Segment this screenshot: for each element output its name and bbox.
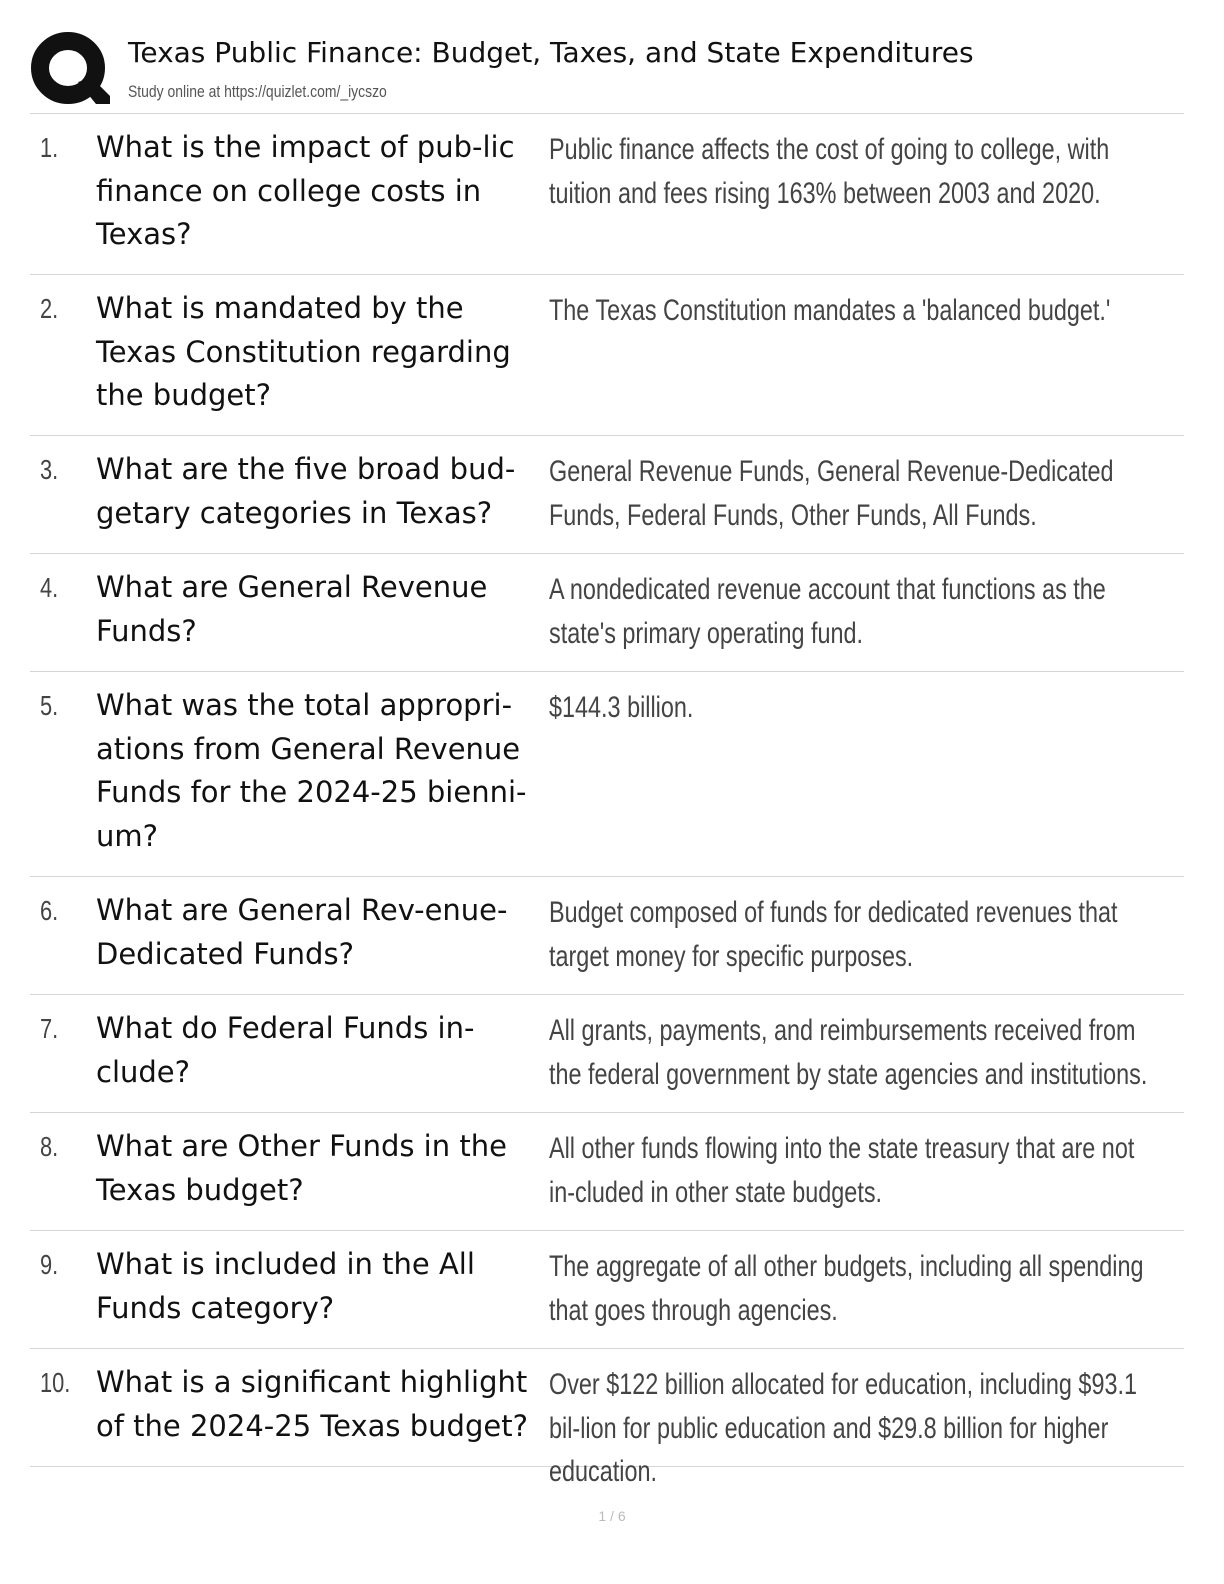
card-definition: General Revenue Funds, General Revenue-Dedicated Funds, Federal Funds, Other Funds, All Funds.: [549, 455, 1114, 532]
flashcard-row: [30, 672, 1184, 877]
card-definition: The Texas Constitution mandates a 'balanced budget.': [549, 294, 1111, 327]
flashcard-row: [30, 995, 1184, 1113]
card-number: 7.: [40, 1013, 59, 1044]
flashcard-row: [30, 1349, 1184, 1488]
card-definition: $144.3 billion.: [549, 691, 694, 724]
card-term: What are the five broad bud-getary categories in Texas?: [96, 452, 516, 530]
flashcard-row: [30, 1231, 1184, 1349]
card-definition: Budget composed of funds for dedicated revenues that target money for specific purposes.: [549, 896, 1118, 973]
card-term: What is the impact of pub-lic finance on college costs in Texas?: [96, 130, 515, 251]
card-term: What are General Revenue Funds?: [96, 570, 488, 648]
flashcard-row: [30, 1113, 1184, 1231]
card-number: 9.: [40, 1249, 59, 1280]
flashcard-row: [30, 436, 1184, 554]
card-definition: Over $122 billion allocated for education, including $93.1 bil-lion for public education and $29.8 billion for higher education.: [549, 1368, 1137, 1488]
card-number: 10.: [40, 1367, 71, 1398]
study-online-link[interactable]: Study online at https://quizlet.com/_iycszo: [128, 82, 387, 101]
card-number: 6.: [40, 895, 59, 926]
card-term: What was the total appropri-ations from General Revenue Funds for the 2024-25 bienni-um?: [96, 688, 527, 853]
card-definition: All grants, payments, and reimbursements received from the federal government by state agencies and institutions.: [549, 1014, 1148, 1091]
card-number: 8.: [40, 1131, 59, 1162]
card-number: 5.: [40, 690, 59, 721]
card-number: 4.: [40, 572, 59, 603]
card-term: What are General Rev-enue-Dedicated Funds?: [96, 893, 508, 971]
card-term: What is mandated by the Texas Constitution regarding the budget?: [96, 291, 511, 412]
card-number: 3.: [40, 454, 59, 485]
quizlet-logo-icon: [30, 30, 112, 110]
flashcard-row: [30, 114, 1184, 275]
card-term: What is a significant highlight of the 2024-25 Texas budget?: [96, 1365, 528, 1443]
card-definition: Public finance affects the cost of going to college, with tuition and fees rising 163% between 2003 and 2020.: [549, 133, 1110, 210]
page-header: [30, 28, 1184, 114]
flashcard-list: [30, 114, 1184, 1488]
card-definition: A nondedicated revenue account that functions as the state's primary operating fund.: [549, 573, 1106, 650]
card-term: What are Other Funds in the Texas budget?: [96, 1129, 507, 1207]
card-number: 1.: [40, 132, 59, 163]
page-title: Texas Public Finance: Budget, Taxes, and State Expenditures: [128, 36, 974, 69]
flashcard-row: [30, 877, 1184, 995]
card-term: What is included in the All Funds category?: [96, 1247, 475, 1325]
card-number: 2.: [40, 293, 59, 324]
card-term: What do Federal Funds in-clude?: [96, 1011, 475, 1089]
card-definition: The aggregate of all other budgets, including all spending that goes through agencies.: [549, 1250, 1144, 1327]
flashcard-row: [30, 275, 1184, 436]
page-number: 1 / 6: [598, 1508, 626, 1524]
flashcard-row: [30, 554, 1184, 672]
card-definition: All other funds flowing into the state treasury that are not in-cluded in other state budgets.: [549, 1132, 1135, 1209]
